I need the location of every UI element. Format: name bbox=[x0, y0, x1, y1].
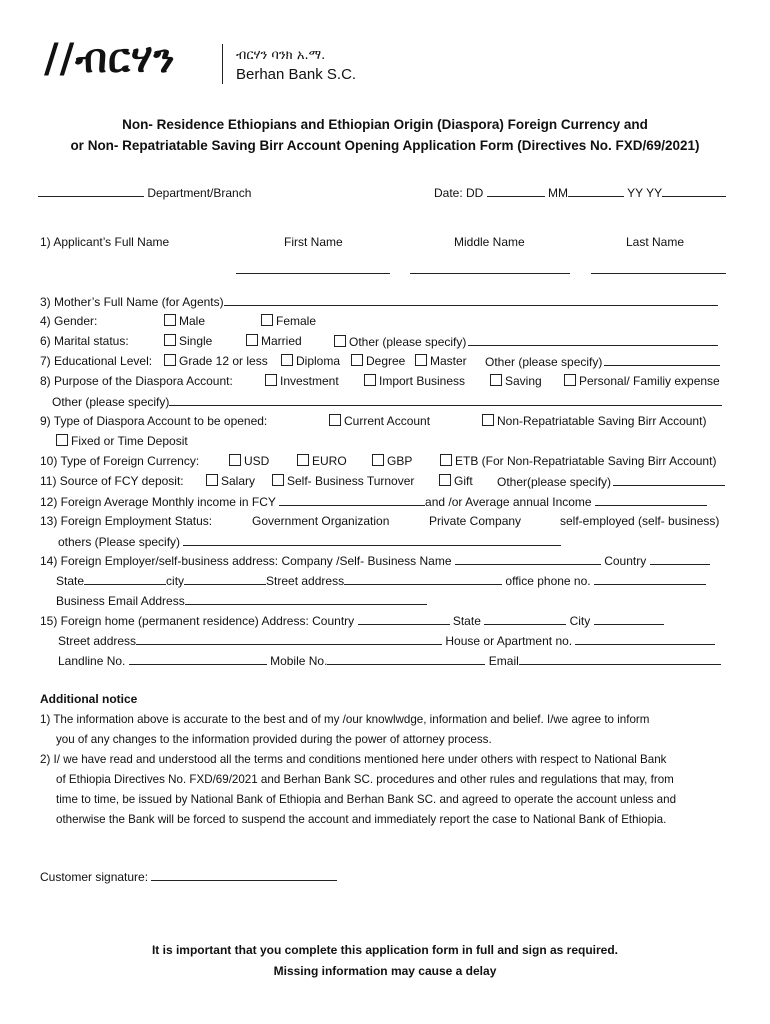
date-yy-label: YY YY bbox=[627, 186, 663, 200]
purpose-saving-option[interactable]: Saving bbox=[490, 374, 542, 388]
home-street-field[interactable] bbox=[136, 633, 442, 645]
home-street-row: Street address House or Apartment no. bbox=[58, 633, 715, 648]
form-title-line1: Non- Residence Ethiopians and Ethiopian Origin (Diaspora) Foreign Currency and bbox=[122, 117, 648, 132]
department-row bbox=[38, 185, 251, 200]
mobile-field[interactable] bbox=[327, 653, 485, 665]
middle-name-label: Middle Name bbox=[454, 235, 525, 249]
account-type-label: 9) Type of Diaspora Account to be opened: bbox=[40, 414, 268, 428]
married-checkbox[interactable] bbox=[246, 334, 258, 346]
employment-gov-option[interactable]: Government Organization bbox=[252, 514, 390, 528]
type-fixed-option[interactable]: Fixed or Time Deposit bbox=[56, 434, 188, 448]
footer-line2: Missing information may cause a delay bbox=[273, 964, 497, 978]
currency-etb-option[interactable]: ETB (For Non-Repatriatable Saving Birr Account) bbox=[440, 454, 716, 468]
female-checkbox[interactable] bbox=[261, 314, 273, 326]
landline-field[interactable] bbox=[129, 653, 267, 665]
home-city-field[interactable] bbox=[594, 613, 664, 625]
date-mm-label: MM bbox=[548, 186, 569, 200]
last-name-label: Last Name bbox=[626, 235, 685, 249]
signature-field[interactable] bbox=[151, 869, 337, 881]
business-email-field[interactable] bbox=[185, 593, 427, 605]
fixed-checkbox[interactable] bbox=[56, 434, 68, 446]
annual-income-field[interactable] bbox=[595, 494, 707, 506]
employer-country-field[interactable] bbox=[650, 553, 710, 565]
gift-checkbox[interactable] bbox=[439, 474, 451, 486]
house-no-field[interactable] bbox=[575, 633, 715, 645]
bank-logo: //ብርሃን bbox=[44, 36, 176, 82]
gender-male-option[interactable]: Male bbox=[164, 314, 205, 328]
marital-other-field[interactable] bbox=[468, 334, 718, 346]
home-state-field[interactable] bbox=[484, 613, 566, 625]
employment-label: 13) Foreign Employment Status: bbox=[40, 514, 213, 528]
last-name-field[interactable] bbox=[591, 262, 726, 274]
department-label: Department/Branch bbox=[147, 186, 252, 200]
email-field[interactable] bbox=[519, 653, 721, 665]
purpose-other-field[interactable] bbox=[169, 394, 722, 406]
male-checkbox[interactable] bbox=[164, 314, 176, 326]
source-other-option: Other(please specify) bbox=[497, 474, 725, 489]
contact-row: Landline No. Mobile No. Email bbox=[58, 653, 721, 668]
source-gift-option[interactable]: Gift bbox=[439, 474, 473, 488]
euro-checkbox[interactable] bbox=[297, 454, 309, 466]
source-salary-option[interactable]: Salary bbox=[206, 474, 255, 488]
department-field[interactable] bbox=[38, 185, 144, 197]
income-row: 12) Foreign Average Monthly income in FCY and /or Average annual Income bbox=[40, 494, 707, 509]
marital-other-option[interactable]: Other (please specify) bbox=[334, 334, 718, 349]
notice-p2b: of Ethiopia Directives No. FXD/69/2021 and Berhan Bank SC. procedures and other rules and regulations that may, from bbox=[56, 773, 674, 786]
marital-married-option[interactable]: Married bbox=[246, 334, 302, 348]
logo-bank-name: Berhan Bank S.C. bbox=[236, 66, 357, 83]
employment-private-option[interactable]: Private Company bbox=[429, 514, 522, 528]
marital-label: 6) Marital status: bbox=[40, 334, 129, 348]
edu-master-option[interactable]: Master bbox=[415, 354, 467, 368]
edu-other-option: Other (please specify) bbox=[485, 354, 720, 369]
mother-field[interactable] bbox=[224, 294, 718, 306]
purpose-label: 8) Purpose of the Diaspora Account: bbox=[40, 374, 233, 388]
currency-label: 10) Type of Foreign Currency: bbox=[40, 454, 200, 468]
logo-divider bbox=[222, 44, 223, 84]
import-checkbox[interactable] bbox=[364, 374, 376, 386]
diploma-checkbox[interactable] bbox=[281, 354, 293, 366]
signature-label: Customer signature: bbox=[40, 870, 149, 884]
self-turnover-checkbox[interactable] bbox=[272, 474, 284, 486]
monthly-income-field[interactable] bbox=[279, 494, 425, 506]
nonrepat-checkbox[interactable] bbox=[482, 414, 494, 426]
current-checkbox[interactable] bbox=[329, 414, 341, 426]
date-row bbox=[434, 185, 726, 200]
notice-p1b: you of any changes to the information provided during the power of attorney process. bbox=[56, 733, 492, 746]
grade12-checkbox[interactable] bbox=[164, 354, 176, 366]
date-dd-field[interactable] bbox=[487, 185, 545, 197]
gender-label: 4) Gender: bbox=[40, 314, 98, 328]
form-title-line2: or Non- Repatriatable Saving Birr Account Opening Application Form (Directives No. FXD/69/2021) bbox=[70, 138, 700, 153]
employer-row: 14) Foreign Employer/self-business address: Company /Self- Business Name Country bbox=[40, 553, 710, 568]
notice-p1a: 1) The information above is accurate to the best and of my /our knowlwdge, information and belief. I/we agree to inform bbox=[40, 713, 650, 726]
edu-degree-option[interactable]: Degree bbox=[351, 354, 405, 368]
notice-p2c: time to time, be issued by National Bank of Ethiopia and Berhan Bank SC. and agreed to operate the account unless and bbox=[56, 793, 677, 806]
date-mm-field[interactable] bbox=[568, 185, 624, 197]
employment-other-field[interactable] bbox=[183, 534, 561, 546]
investment-checkbox[interactable] bbox=[265, 374, 277, 386]
employer-city-field[interactable] bbox=[184, 573, 266, 585]
source-other-field[interactable] bbox=[613, 474, 725, 486]
master-checkbox[interactable] bbox=[415, 354, 427, 366]
gbp-checkbox[interactable] bbox=[372, 454, 384, 466]
office-phone-field[interactable] bbox=[594, 573, 706, 585]
purpose-investment-option[interactable]: Investment bbox=[265, 374, 339, 388]
applicant-label: 1) Applicant’s Full Name bbox=[40, 235, 170, 249]
mother-row bbox=[40, 294, 718, 309]
employer-state-field[interactable] bbox=[84, 573, 166, 585]
marital-single-option[interactable]: Single bbox=[164, 334, 212, 348]
source-self-option[interactable]: Self- Business Turnover bbox=[272, 474, 414, 488]
edu-other-field[interactable] bbox=[604, 354, 720, 366]
business-email-row: Business Email Address bbox=[56, 593, 427, 608]
etb-checkbox[interactable] bbox=[440, 454, 452, 466]
home-country-field[interactable] bbox=[358, 613, 450, 625]
employer-address-row: State city Street address office phone no. bbox=[56, 573, 706, 588]
degree-checkbox[interactable] bbox=[351, 354, 363, 366]
edu-diploma-option[interactable]: Diploma bbox=[281, 354, 340, 368]
employer-street-field[interactable] bbox=[344, 573, 502, 585]
middle-name-field[interactable] bbox=[410, 262, 570, 274]
type-current-option[interactable]: Current Account bbox=[329, 414, 430, 428]
education-label: 7) Educational Level: bbox=[40, 354, 153, 368]
mother-label: 3) Mother’s Full Name (for Agents) bbox=[40, 295, 224, 309]
date-yy-field[interactable] bbox=[662, 185, 726, 197]
employment-other-row: others (Please specify) bbox=[58, 534, 561, 549]
employment-self-option[interactable]: self-employed (self- business) bbox=[560, 514, 720, 528]
purpose-personal-option[interactable]: Personal/ Familiy expense bbox=[564, 374, 720, 388]
notice-p2d: otherwise the Bank will be forced to suspend the account and immediately report the case to National Bank of Ethiopia. bbox=[56, 813, 667, 826]
notice-p2a: 2) I/ we have read and understood all the terms and conditions mentioned here under others with respect to National Bank bbox=[40, 753, 667, 766]
company-name-field[interactable] bbox=[455, 553, 601, 565]
personal-checkbox[interactable] bbox=[564, 374, 576, 386]
source-label: 11) Source of FCY deposit: bbox=[40, 474, 184, 488]
edu-grade12-option[interactable]: Grade 12 or less bbox=[164, 354, 268, 368]
marital-other-checkbox[interactable] bbox=[334, 335, 346, 347]
signature-row bbox=[40, 869, 337, 884]
currency-gbp-option[interactable]: GBP bbox=[372, 454, 412, 468]
date-dd-label: Date: DD bbox=[434, 186, 484, 200]
usd-checkbox[interactable] bbox=[229, 454, 241, 466]
currency-usd-option[interactable]: USD bbox=[229, 454, 269, 468]
notice-heading: Additional notice bbox=[40, 692, 138, 706]
first-name-field[interactable] bbox=[236, 262, 390, 274]
currency-euro-option[interactable]: EURO bbox=[297, 454, 347, 468]
first-name-label: First Name bbox=[284, 235, 343, 249]
home-row: 15) Foreign home (permanent residence) Address: Country State City bbox=[40, 613, 664, 628]
footer-line1: It is important that you complete this application form in full and sign as required. bbox=[151, 943, 619, 957]
saving-checkbox[interactable] bbox=[490, 374, 502, 386]
logo-amharic-name: ብርሃን ባንክ አ.ማ. bbox=[236, 48, 326, 63]
purpose-import-option[interactable]: Import Business bbox=[364, 374, 465, 388]
salary-checkbox[interactable] bbox=[206, 474, 218, 486]
gender-female-option[interactable]: Female bbox=[261, 314, 316, 328]
type-nonrepat-option[interactable]: Non-Repatriatable Saving Birr Account) bbox=[482, 414, 706, 428]
purpose-other-row: Other (please specify) bbox=[52, 394, 722, 409]
single-checkbox[interactable] bbox=[164, 334, 176, 346]
